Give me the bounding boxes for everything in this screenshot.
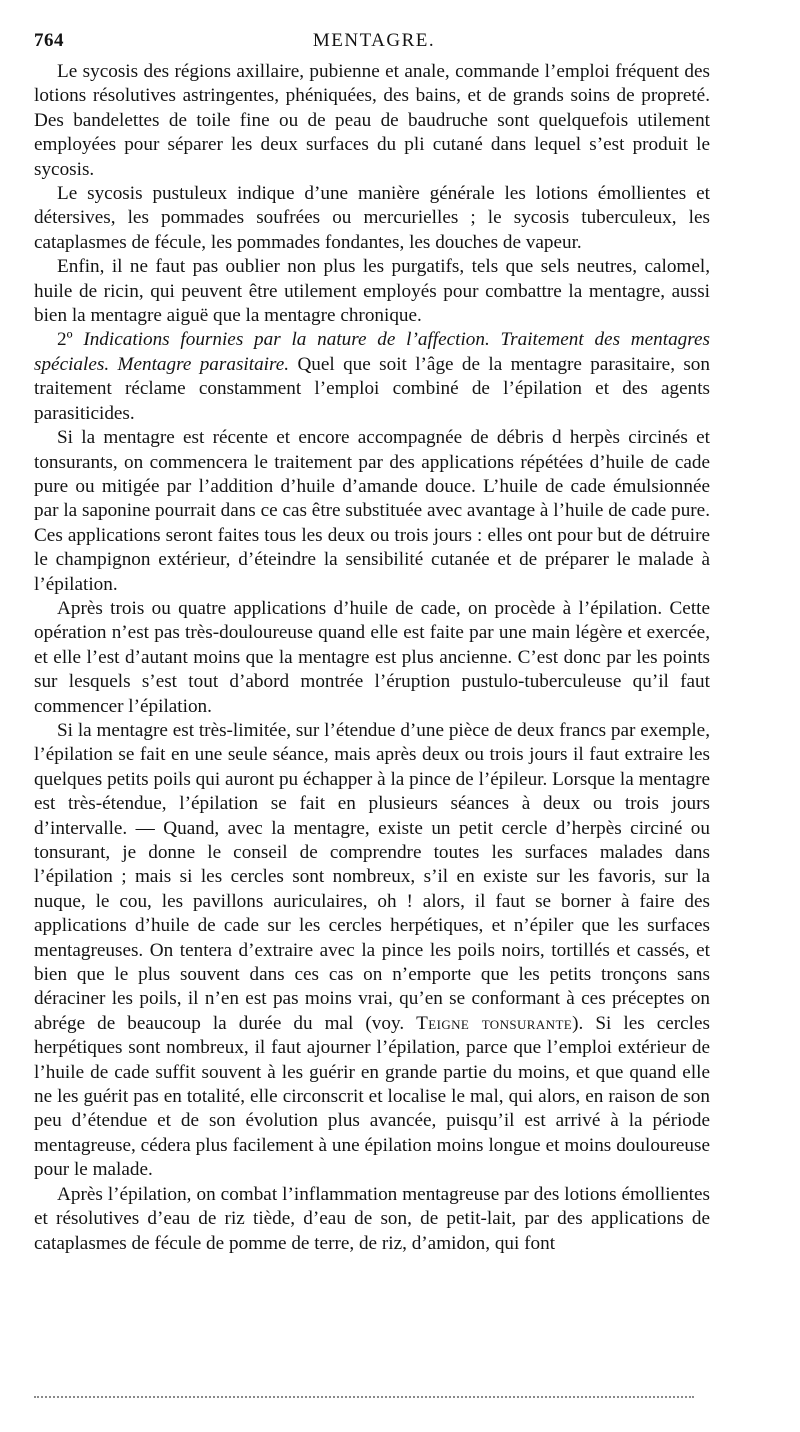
paragraph-limited-mentagre-text-b: ). Si les cercles herpétiques sont nombreux, il faut ajourner l’épilation, parce que l’emploi extérieur de l’huile de cade suffit souvent à les guérir en grande partie du moins, et que quand elle ne les guérit pas en totalité, elle circonscrit et localise le mal, qui alors, en raison de son peu d’étendue et de son évolution plus avancée, puisqu’il est arrivé à la période mentagreuse, cédera plus facilement à une épilation moins longue et moins douloureuse pour le malade. [34, 1012, 710, 1181]
body-text [34, 60, 710, 1256]
cross-reference: Teigne tonsurante [416, 1012, 573, 1034]
section-heading: Indications fournies par la nature de l’affection. Traitement des mentagres spéciales. Mentagre parasitaire. [34, 329, 711, 375]
running-head [34, 30, 714, 54]
paragraph-after-epilation: Après l’épilation, on combat l’inflammation mentagreuse par des lotions émollientes et résolutives d’eau de riz tiède, d’eau de son, de petit-lait, par des applications de cataplasmes de fécule de pomme de terre, de riz, d’amidon, qui font [34, 1183, 710, 1254]
paragraph-limited-mentagre [34, 719, 710, 1183]
paragraph-indications [34, 328, 710, 426]
paragraph-pustular-sycosis: Le sycosis pustuleux indique d’une manière générale les lotions émollientes et détersives, les pommades soufrées ou mercurielles ; le sycosis tuberculeux, les cataplasmes de fécule, les pommades fondantes, les douches de vapeur. [34, 183, 710, 253]
paragraph-limited-mentagre-text-a: Si la mentagre est très-limitée, sur l’étendue d’une pièce de deux francs par exemple, l’épilation se fait en une seule séance, mais après deux ou trois jours il faut extraire les quelques petits poils qui auront pu échapper à la pince de l’épileur. Lorsque la mentagre est très-étendue, l’épilation se fait en plusieurs séances à deux ou trois jours d’intervalle. — Quand, avec la mentagre, existe un petit cercle d’herpès circiné ou tonsurant, je donne le conseil de comprendre toutes les surfaces malades dans l’épilation ; mais si les cercles sont nombreux, s’il en existe sur les favoris, sur la nuque, le cou, les pavillons auriculaires, oh ! alors, il faut se borner à faire des applications d’huile de cade sur les cercles herpétiques, et n’épiler que les surfaces mentagreuses. On tentera d’extraire avec la pince les poils noirs, tortillés et cassés, et bien que le plus souvent dans ces cas on n’emporte que les petits tronçons sans déraciner les poils, il n’en est pas moins vrai, qu’en se conformant à ces préceptes on abrége de beaucoup la durée du mal (voy. [34, 719, 710, 1034]
paragraph-axillary-sycosis: Le sycosis des régions axillaire, pubienne et anale, commande l’emploi fréquent des lotions résolutives astringentes, phéniquées, des bains, et de grands soins de propreté. Des bandelettes de toile fine ou de peau de baudruche sont quelquefois utilement employées pour séparer les deux surfaces du pli cutané dans lequel s’est produit le sycosis. [34, 61, 710, 180]
section-text: Quel que soit l’âge de la mentagre parasitaire, son traitement réclame constamment l’emploi combiné de l’épilation et des agents parasiticides. [34, 353, 710, 424]
section-number: 2º [57, 329, 84, 351]
paragraph-epilation-procedure: Après trois ou quatre applications d’huile de cade, on procède à l’épilation. Cette opération n’est pas très-douloureuse quand elle est faite par une main légère et exercée, et elle l’est d’autant moins que la mentagre est plus ancienne. C’est donc par les points sur lesquels s’est tout d’abord montrée l’éruption pustulo-tuberculeuse qu’il faut commencer l’épilation. [34, 597, 710, 717]
paragraph-recent-mentagre: Si la mentagre est récente et encore accompagnée de débris d herpès circinés et tonsurants, on commencera le traitement par des applications répétées d’huile de cade pure ou mitigée par l’addition d’huile d’amande douce. L’huile de cade émulsionnée par la saponine pourrait dans ce cas être substituée avec avantage à l’huile de cade pure. Ces applications seront faites tous les deux ou trois jours : elles ont pour but de détruire le champignon extérieur, d’éteindre la sensibilité cutanée et de préparer le malade à l’épilation. [34, 427, 710, 595]
running-title: MENTAGRE. [312, 30, 436, 51]
page-number: 764 [34, 30, 64, 51]
footer-rule [34, 1396, 694, 1398]
paragraph-purgatives: Enfin, il ne faut pas oublier non plus les purgatifs, tels que sels neutres, calomel, huile de ricin, qui peuvent être utilement employés pour combattre la mentagre, aussi bien la mentagre aiguë que la mentagre chronique. [34, 256, 710, 327]
